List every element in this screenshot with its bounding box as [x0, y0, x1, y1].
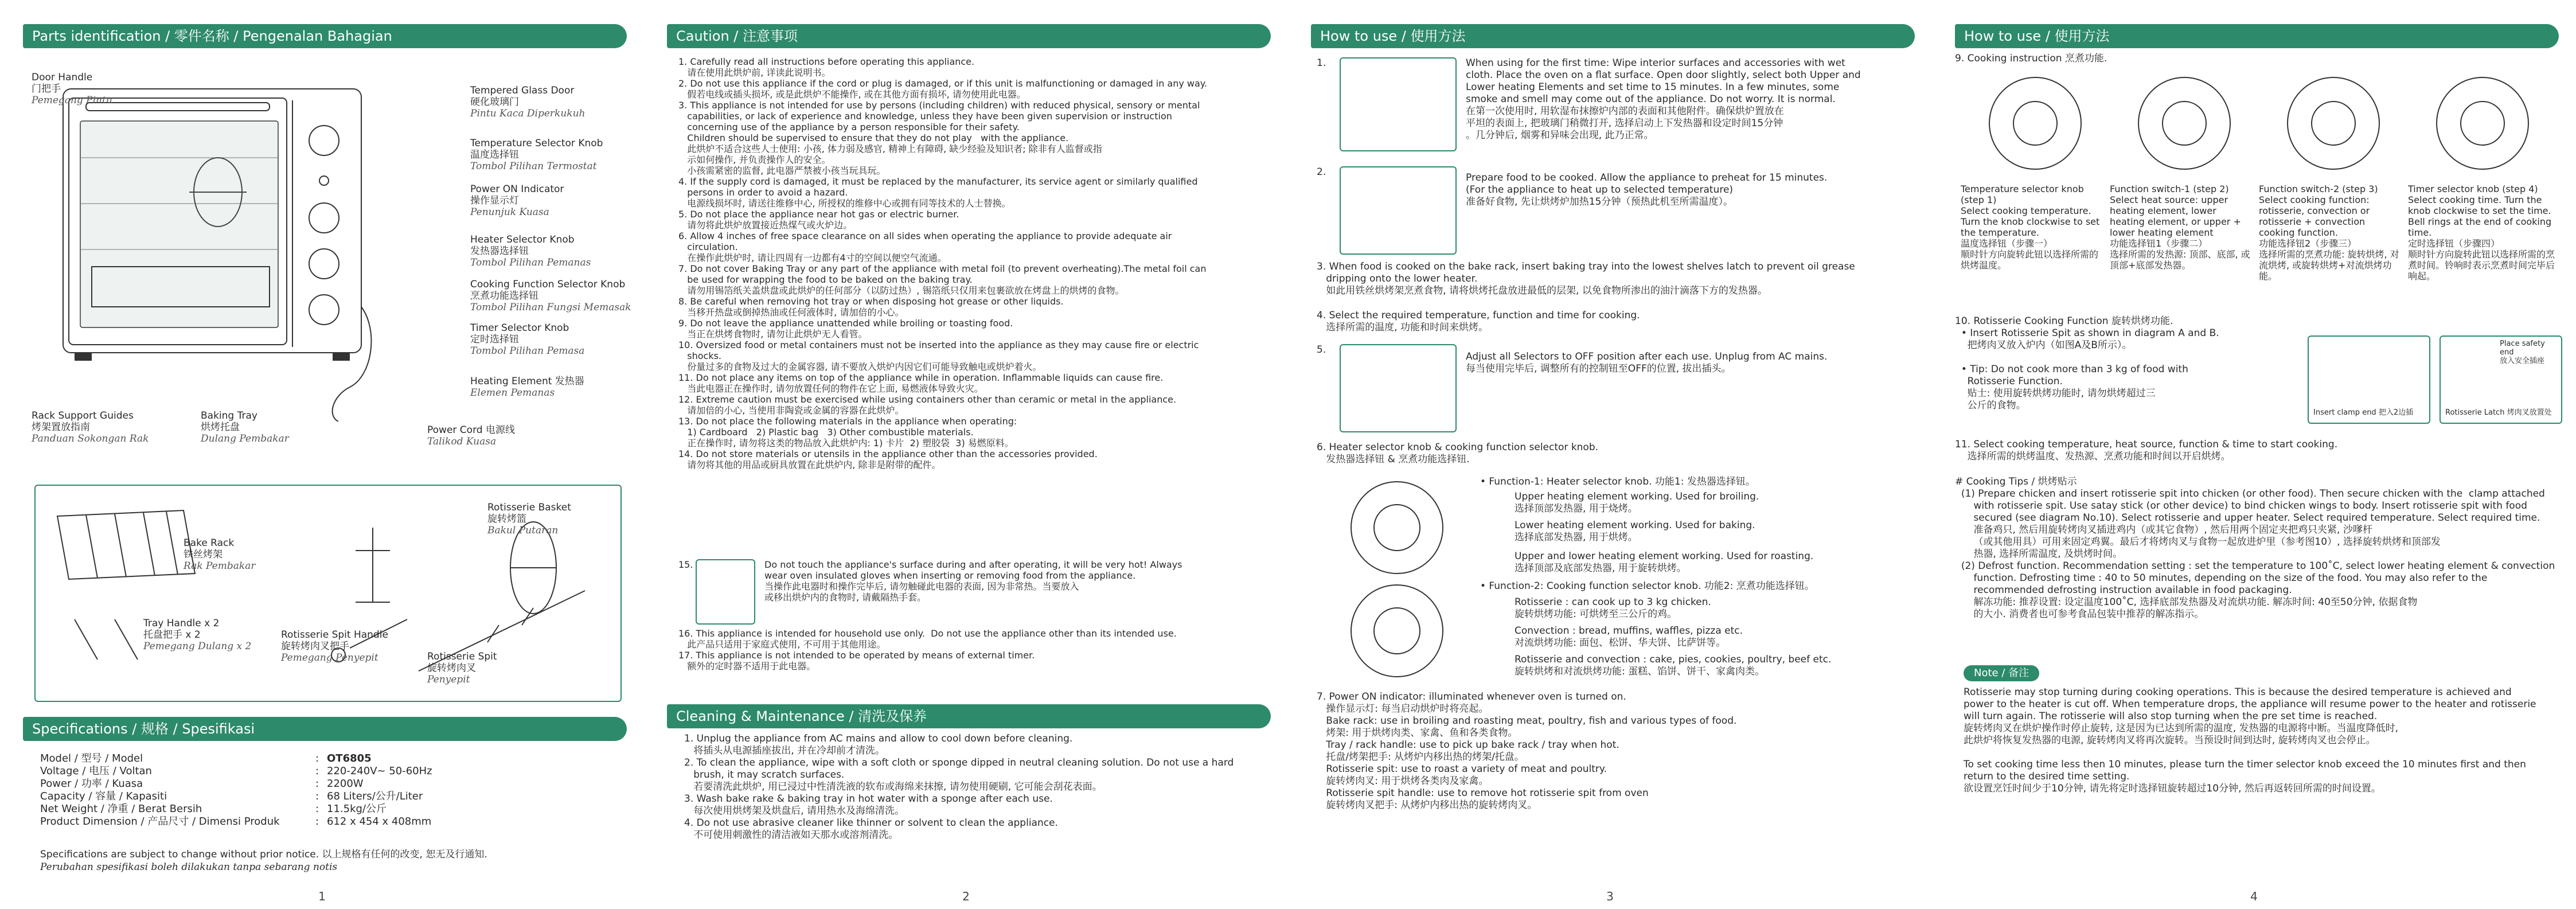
label-heater-knob: Heater Selector Knob 发热器选择钮 Tombol Pilihan Pemanas [470, 234, 591, 268]
page-1 [0, 0, 644, 909]
function-2-item: Convection : bread, muffins, waffles, pizza etc. 对流烘烤功能: 面包、松饼、华夫饼、比萨饼等。 [1515, 625, 1743, 649]
function-2-title: • Function-2: Cooking function selector knob. 功能2: 烹煮功能选择钮。 [1480, 580, 1814, 592]
item-15-num: 15. [678, 559, 693, 570]
spec-note: Specifications are subject to change without prior notice. 以上规格有任何的改变, 恕无及行通知. [40, 849, 487, 860]
step-4: 4. Select the required temperature, function and time for cooking. 选择所需的温度, 功能和时间来烘烤。 [1317, 310, 1640, 333]
caution-list: 1. Carefully read all instructions before operating this appliance. 请在使用此烘炉前, 详读此说明书。 2. Do not use this appliance if the cord or plug is damaged, or if this unit is malfunctioning or damaged in any way. 假若电线或插头损坏, 或是此烘炉不能操作, 或在其他方面有损坏, 请勿使用此电器。 3. This appliance is not intended for use by persons (including children) with reduced physical, sensory or mental capabilities, or lack of experience and knowledge, unless they have been given supervision or instruction concerning use of the appliance by a person responsible for their safety. Children should be supervised to ensure that they do not play with the appliance. 此烘炉不适合这些人士使用: 小孩, 体力弱及感官, 精神上有障碍, 缺少经验及知识者; 除非有人监督或指 示如何操作, 并负责操作人的安全。 小孩需紧密的监督, 此电器严禁被小孩当玩具玩。 4. If the supply cord is damaged, it must be replaced by the manufacturer, its service agent or similarly qualified persons in order to avoid a hazard. 电源线损坏时, 请送往维修中心, 所授权的维修中心或拥有同等技术的人士替换。 5. Do not place the appliance near hot gas or electric burner. 请勿将此烘炉放置接近热煤气或火炉边。 6. Allow 4 inches of free space clearance on all sides when operating the appliance to provide adequate air circulation. 在操作此烘炉时, 请让四周有一边都有4寸的空间以便空气流通。 7. Do not cover Baking Tray or any part of the appliance with metal foil (to prevent overheating).The metal foil can be used for wrapping the food to be baked on the baking tray. 请勿用锡箔纸关盖烘盘或此烘炉的任何部分（以防过热）, 锡箔纸只仅用来包裹欲放在烤盘上的烘烤的食物。 8. Be careful when removing hot tray or when disposing hot grease or other liquids. 当移开热盘或倒掉热油或任何液体时, 请加倍的小心。 9. Do not leave the appliance unattended while broiling or toasting food. 当正在烘烤食物时, 请勿让此烘炉无人看管。 10. Oversized food or metal containers must not be inserted into the appliance as they may cause fire or electric shocks. 份量过多的食物及过大的金属容器, 请不要放入烘炉内因它们可能导致触电或烘炉着火。 11. Do not place any items on top of the appliance while in operation. Inflammable liquids can cause fire. 当此电器正在操作时, 请勿放置任何的物件在它上面, 易燃液体导致火灾。 12. Extreme caution must be exercised while using containers other than ceramic or metal in the appliance. 请加倍的小心, 当使用非陶瓷或金属的容器在此烘炉。 13. Do not place the following materials in the appliance when operating: 1) Cardboard 2) Plastic bag 3) Other combustible materials. 正在操作时, 请勿将这类的物品放入此烘炉内: 1) 卡片 2) 塑胶袋 3) 易燃原料。 14. Do not store materials or utensils in the appliance other than the accessories provided. 请勿将其他的用品或厨具放置在此烘炉内, 除非是附带的配件。 [678, 56, 1208, 470]
knob-steps-figure [1961, 69, 2569, 184]
step-1-num: 1. [1317, 57, 1326, 69]
step-2-num: 2. [1317, 166, 1326, 178]
page-number: 1 [318, 890, 326, 903]
spec-note-ms: Perubahan spesifikasi boleh dilakukan tanpa sebarang notis [40, 861, 338, 873]
step-3: 3. When food is cooked on the bake rack, insert baking tray into the lowest shelves latch to prevent oil grease dripping onto the lower heater. 如此用铁丝烘烤架烹煮食物, 请将烘烤托盘放进最低的层架, 以免食物所渗出的油汁滴落下方的发热器。 [1317, 261, 1855, 297]
page-number: 3 [1606, 890, 1614, 903]
label-rotisserie-basket: Rotisserie Basket 旋转烤篮 Bakul Putaran [487, 502, 571, 536]
spec-row: Voltage / 电压 / Voltan : 220-240V~ 50-60Hz [40, 765, 432, 777]
function-1-title: • Function-1: Heater selector knob. 功能1: 发热器选择钮。 [1480, 476, 1755, 487]
label-rotisserie-spit: Rotisserie Spit 旋转烤肉叉 Penyepit [427, 651, 497, 685]
label-function-knob: Cooking Function Selector Knob 烹煮功能选择钮 Tombol Pilihan Fungsi Memasak [470, 279, 631, 313]
knob-step-3: Function switch-2 (step 3) Select cooking function: rotisserie, convection or rotisserie + convection cooking function. 功能选择钮2（步骤三） 选择所需的烹煮功能: 旋转烘烤, 对流烘烤, 或旋转烘烤+对流烘烤功能。 [2259, 184, 2399, 282]
knob-step-2: Function switch-1 (step 2) Select heat source: upper heating element, lower heating element, or upper + lower heating element 功能选择钮1（步骤二） 选择所需的发热源: 顶部、底部, 或顶部+底部发热器。 [2110, 184, 2250, 271]
page-4 [1932, 0, 2576, 909]
diagram-b-label: Rotisserie Latch 烤肉叉放置处 [2445, 408, 2552, 417]
caution-15: Do not touch the appliance's surface during and after operating, it will be very hot! Always wear oven insulated gloves when inserting or removing food from the appliance. 当操作此电器时和操作完毕后, 请勿触碰此电器的表面, 因为非常热。当要放入 或移出烘炉内的食物时, 请戴隔热手套。 [764, 559, 1182, 603]
page-number: 4 [2250, 890, 2258, 903]
diagram-b-top: Place safety end 放入安全插座 [2500, 340, 2545, 365]
spec-table [40, 752, 614, 828]
spec-row: Capacity / 容量 / Kapasiti : 68 Liters/公升/Liter [40, 790, 423, 802]
knob-step-1: Temperature selector knob (step 1) Select cooking temperature. Turn the knob clockwise to set the temperature. 温度选择钮（步骤一） 顺时针方向旋转此钮以选择所需的烘烤温度。 [1961, 184, 2100, 271]
spec-row: Power / 功率 / Kuasa : 2200W [40, 778, 364, 790]
parts-header: Parts identification / 零件名称 / Pengenalan Bahagian [23, 24, 627, 48]
function-1-item: Upper and lower heating element working. Used for roasting. 选择顶部及底部发热器, 用于旋转烘烤。 [1515, 551, 1814, 574]
label-rack-support: Rack Support Guides 烤架置放指南 Panduan Sokongan Rak [32, 410, 149, 444]
howto-header-2: How to use / 使用方法 [1955, 24, 2559, 48]
step-11: 11. Select cooking temperature, heat source, function & time to start cooking. 选择所需的烘烤温度、发热源、烹煮功能和时间以开启烘烤。 [1955, 439, 2338, 462]
step-5-num: 5. [1317, 344, 1326, 356]
label-spit-handle: Rotisserie Spit Handle 旋转烤肉叉把手 Pemegang Penyepit [281, 629, 388, 664]
page-3 [1288, 0, 1932, 909]
cleaning-header: Cleaning & Maintenance / 清洗及保养 [667, 704, 1271, 728]
diagram-a-label: Insert clamp end 把入2边插 [2313, 408, 2414, 417]
label-door-handle: Door Handle 门把手 Pemegang Pintu [32, 72, 112, 106]
label-glass-door: Tempered Glass Door 硬化玻璃门 Pintu Kaca Diperkukuh [470, 85, 586, 119]
label-power-indicator: Power ON Indicator 操作显示灯 Penunjuk Kuasa [470, 184, 564, 218]
unplug-figure [1340, 344, 1457, 432]
note-text: Rotisserie may stop turning during cooking operations. This is because the desired temperature is achieved and power to the heater is cut off. When temperature drops, the appliance will resume power to the heater and rotisserie will turn again. The rotisserie will also stop turning when the pre set time is reached. 旋转烤肉叉在烘炉操作时停止旋转, 这是因为已达到所需的温度, 发热器的电源将中断。当温度降低时, 此烘炉将恢复发热器的电源, 旋转烤肉叉将再次旋转。当预设时间到达时, 旋转烤肉叉也会停止。 To set cooking time less then 10 minutes, please turn the timer selector knob exceed the 10 minutes first and then return to the desired time setting. 欲设置烹饪时间少于10分钟, 请先将定时选择钮旋转超过10分钟, 然后再返转回所需的时间设置。 [1964, 686, 2536, 794]
spec-row: Net Weight / 净重 / Berat Bersih : 11.5kg/公斤 [40, 803, 387, 815]
cooking-tips: # Cooking Tips / 烘烤贴示 (1) Prepare chicken and insert rotisserie spit into chicken (or other food). Then secure chicken with the clamp attached with rotisserie spit. Use satay stick (or other device) to bind chicken wings to body. Insert rotisserie spit with food secured (see diagram No.10). Select rotisserie and upper heater. Select required temperature. Select required time. 准备鸡只, 然后用旋转烤肉叉插进鸡内（或其它食物）, 然后用两个固定夹把鸡只夹紧, 沙嗲杆 （或其他用具）可用来固定鸡翼。最后才将烤肉叉与食物一起放进炉里（参考图10）, 选择旋转烘烤和顶部发 热器, 选择所需温度, 及烘烤时间。 (2) Defrost function. Recommendation setting : set the temperature to 100˚C, select lower heating element & convection function. Defrosting time : 40 to 50 minutes, depending on the size of the food. You may also refer to the recommended defrosting instruction available in food packaging. 解冻功能: 推荐设置: 设定温度100˚C, 选择底部发热器及对流烘功能. 解冻时间: 40至50分钟, 依据食物 的大小. 消费者也可参考食品包装中推荐的解冻指示。 [1955, 476, 2555, 620]
knob-step-4: Timer selector knob (step 4) Select cooking time. Turn the knob clockwise to set the time. Bell rings at the end of cooking time. 定时选择钮（步骤四） 顺时针方向旋转此钮以选择所需的烹煮时间。铃响时表示烹煮时间完毕后响起。 [2408, 184, 2555, 282]
step-10: 10. Rotisserie Cooking Function 旋转烘烤功能. • Insert Rotisserie Spit as shown in diagram A and B. 把烤肉叉放入炉内（如图A及B所示）。 • Tip: Do not cook more than 3 kg of food with Rotisserie Function. 贴士: 使用旋转烘烤功能时, 请勿烘烤超过三 公斤的食物。 [1955, 315, 2219, 411]
hot-surface-icon [696, 559, 755, 625]
step-5: Adjust all Selectors to OFF position after each use. Unplug from AC mains. 每当使用完毕后, 调整所有的控制钮至OFF的位置, 拔出插头。 [1466, 351, 1828, 374]
label-heating-element: Heating Element 发热器 Elemen Pemanas [470, 376, 584, 399]
function-1-item: Lower heating element working. Used for baking. 选择底部发热器, 用于烘烤。 [1515, 520, 1755, 543]
spec-header: Specifications / 规格 / Spesifikasi [23, 717, 627, 741]
label-tray-handle: Tray Handle x 2 托盘把手 x 2 Pemegang Dulang x 2 [143, 618, 252, 652]
spec-row: Product Dimension / 产品尺寸 / Dimensi Produk : 612 x 454 x 408mm [40, 816, 432, 828]
howto-header: How to use / 使用方法 [1311, 24, 1915, 48]
caution-header: Caution / 注意事项 [667, 24, 1271, 48]
step-2: Prepare food to be cooked. Allow the appliance to preheat for 15 minutes. (For the appliance to heat up to selected temperature) 准备好食物, 先让烘烤炉加热15分钟（预热此机至所需温度）。 [1466, 172, 1828, 208]
oven-wipe-figure [1340, 57, 1457, 151]
label-timer-knob: Timer Selector Knob 定时选择钮 Tombol Pilihan Pemasa [470, 322, 585, 357]
step-7: 7. Power ON indicator: illuminated whenever oven is turned on. 操作显示灯: 每当启动烘炉时将亮起。 Bake rack: use in broiling and roasting meat, poultry, fish and various types of food. 烤架: 用于烘烤肉类、家禽、鱼和各类食物。 Tray / rack handle: use to pick up bake rack / tray when hot. 托盘/烤架把手: 从烤炉内移出热的烤架/托盘。 Rotisserie spit: use to roast a variety of meat and poultry. 旋转烤肉叉: 用于烘烤各类肉及家禽。 Rotisserie spit handle: use to remove hot rotisserie spit from oven 旋转烤肉叉把手: 从烤炉内移出热的旋转烤肉叉。 [1317, 691, 1737, 811]
cleaning-list: 1. Unplug the appliance from AC mains and allow to cool down before cleaning. 将插头从电源插座拔出, 并在冷却前才清洗。 2. To clean the appliance, wipe with a soft cloth or sponge dipped in neutral cleaning solution. Do not use a hard brush, it may scratch surfaces. 若要清洗此烘炉, 用已浸过中性清洗液的软布或海绵来抹擦, 请勿使用硬刷, 它可能会刮花表面。 3. Wash bake rake & baking tray in hot water with a sponge after each use. 每次使用烘烤架及烘盘后, 请用热水及海绵清洗。 4. Do not use abrasive cleaner like thinner or solvent to clean the appliance. 不可使用刺激性的清洁液如天那水或溶剂清洗。 [684, 733, 1234, 841]
caution-end: 16. This appliance is intended for household use only. Do not use the appliance other than its intended use. 此产品只适用于家庭式使用, 不可用于其他用途。 17. This appliance is not intended to be operated by means of external timer. 额外的定时器不适用于此电器。 [678, 628, 1177, 672]
dial-figure [1340, 166, 1457, 255]
label-bake-rack: Bake Rack 铁丝烤架 Rak Pembakar [184, 537, 256, 572]
page-number: 2 [962, 890, 970, 903]
label-temp-knob: Temperature Selector Knob 温度选择钮 Tombol Pilihan Termostat [470, 138, 603, 172]
label-power-cord: Power Cord 电源线 Talikod Kuasa [427, 424, 515, 447]
oven-illustration [52, 66, 373, 422]
note-label: Note / 备注 [1964, 665, 2039, 681]
step-6: 6. Heater selector knob & cooking function selector knob. 发热器选择钮 & 烹煮功能选择钮. [1317, 442, 1599, 465]
function-2-item: Rotisserie and convection : cake, pies, cookies, poultry, beef etc. 旋转烘烤和对流烘烤功能: 蛋糕、馅饼、饼干、家禽肉类。 [1515, 654, 1832, 677]
function-1-item: Upper heating element working. Used for broiling. 选择顶部发热器, 用于烧烤。 [1515, 491, 1759, 514]
step-9: 9. Cooking instruction 烹煮功能. [1955, 53, 2107, 64]
function-2-item: Rotisserie : can cook up to 3 kg chicken. 旋转烘烤功能: 可烘烤至三公斤的鸡。 [1515, 596, 1711, 620]
step-1: When using for the first time: Wipe interior surfaces and accessories with wet cloth. Place the oven on a flat surface. Open door slightly, select both Upper and Lower heating Elements and set time to 15 minutes. In a few minutes, some smoke and smell may come out of the appliance. Do not worry. It is normal. 在第一次使用时, 用软湿布抹擦炉内部的表面和其他附件。确保烘炉置放在 平坦的表面上, 把玻璃门稍微打开, 选择启动上下发热器和设定时间15分钟 。几分钟后, 烟雾和异味会出现, 此乃正常。 [1466, 57, 1861, 141]
page-2 [644, 0, 1288, 909]
label-baking-tray: Baking Tray 烘烤托盘 Dulang Pembakar [201, 410, 289, 444]
selector-knobs-figure [1334, 476, 1460, 682]
spec-row: Model / 型号 / Model : OT6805 [40, 752, 372, 764]
